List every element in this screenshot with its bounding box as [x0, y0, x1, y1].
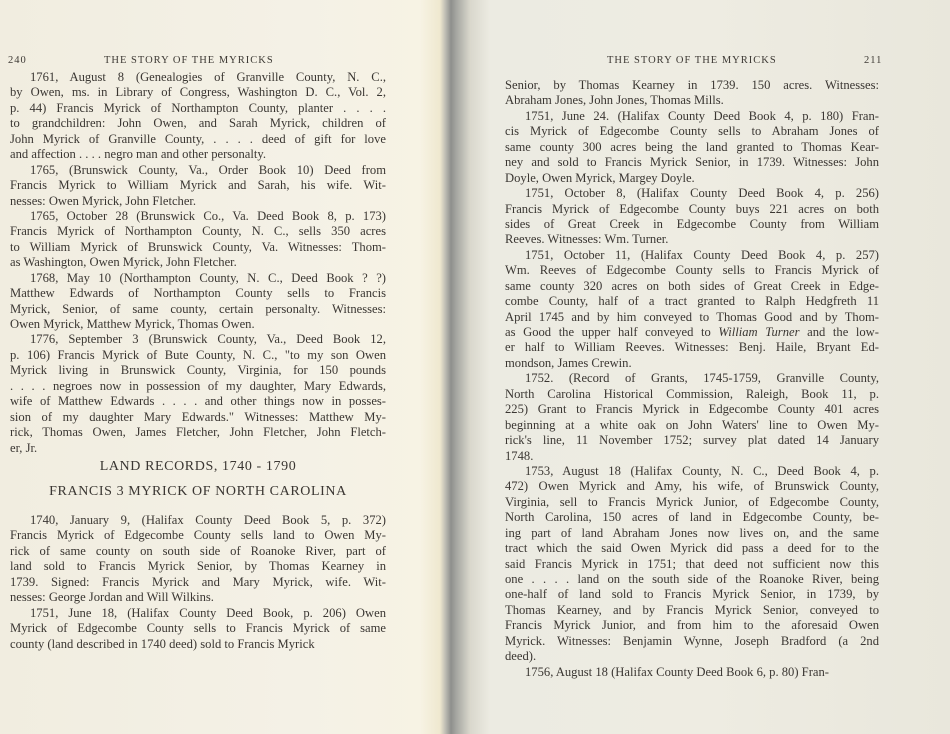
- paragraph: [505, 371, 879, 464]
- text-line: 1740, January 9, (Halifax County Deed Book 5, p. 372): [30, 513, 386, 527]
- text-line: same county 300 acres being the land granted to Thomas Kear-: [505, 139, 879, 154]
- text-line: one-half of land sold to Francis Myrick Senior, in 1739, by: [505, 587, 879, 602]
- right-running-head: THE STORY OF THE MYRICKS: [607, 55, 777, 66]
- paragraph: [505, 464, 879, 665]
- text-line: Francis Myrick of Edgecombe County buys 221 acres on both: [505, 201, 879, 216]
- text-line: deed).: [505, 649, 537, 664]
- text-line: sion of my daughter Mary Edwards." Witnesses: Matthew My-: [10, 409, 386, 424]
- right-text: [505, 109, 879, 680]
- text-line: ing part of land Abraham Jones now lives on, and the same: [505, 525, 879, 540]
- right-text-continuation: [505, 78, 879, 109]
- text-line: Virginia, sell to Francis Myrick Junior, of Edgecombe County,: [505, 494, 879, 509]
- text-line: Reeves. Witnesses: Wm. Turner.: [505, 232, 669, 247]
- right-page-number: 211: [864, 55, 883, 66]
- text-line: rick of same county on south side of Roanoke River, part of: [10, 543, 386, 558]
- section-heading-line-1: LAND RECORDS, 1740 - 1790: [99, 459, 297, 474]
- paragraph: [10, 332, 386, 456]
- text-line: said Francis Myrick in 1751; that deed not sufficient now this: [505, 556, 879, 571]
- text-line: Francis Myrick Junior, and from him to the aforesaid Owen: [505, 618, 879, 633]
- text-line: combe County, half of a tract granted to Ralph Hedgfreth 11: [505, 294, 879, 309]
- text-line: mondson, James Crewin.: [505, 355, 632, 370]
- text-line: Matthew Edwards of Northampton County sells to Francis: [10, 286, 386, 301]
- text-line: cis Myrick of Edgecombe County sells to Abraham Jones of: [505, 124, 879, 139]
- text-line: beginning at a white oak on John Waters' line to Owen My-: [505, 417, 879, 432]
- text-line: er, Jr.: [10, 440, 38, 455]
- left-text-bottom: [10, 513, 386, 652]
- text-line: rick, Thomas Owen, James Fletcher, John Fletcher, John Fletch-: [10, 425, 386, 440]
- text-line: Francis Myrick of Northampton County, N. C., sells 350 acres: [10, 224, 386, 239]
- text-line: April 1745 and by him conveyed to Thomas Good and by Thom-: [505, 309, 879, 324]
- section-heading-line-2: FRANCIS 3 MYRICK OF NORTH CAROLINA: [49, 484, 347, 499]
- text-line: Myrick, Senior, of same county, certain personalty. Witnesses:: [10, 301, 386, 316]
- text-line: same county 320 acres on both sides of Great Creek in Edge-: [505, 278, 879, 293]
- text-line: Wm. Reeves of Edgecombe County sells to Francis Myrick of: [505, 263, 879, 278]
- text-line: 1752. (Record of Grants, 1745-1759, Granville County,: [525, 371, 879, 386]
- text-line: nesses: Owen Myrick, John Fletcher.: [10, 193, 197, 208]
- paragraph: [10, 513, 386, 606]
- text-line: p. 44) Francis Myrick of Northampton County, planter . . . .: [10, 100, 386, 115]
- text-line: 1768, May 10 (Northampton County, N. C., Deed Book ? ?): [30, 270, 386, 285]
- text-line: 1751, June 18, (Halifax County Deed Book, p. 206) Owen: [30, 605, 386, 620]
- text-line: North Carolina, 150 acres of land in Edgecombe County, be-: [505, 510, 879, 525]
- text-line: Owen Myrick, Matthew Myrick, Thomas Owen.: [10, 317, 255, 331]
- text-line: and affection . . . . negro man and other personalty.: [10, 147, 266, 162]
- text-line: North Carolina Historical Commission, Raleigh, Book 11, p.: [505, 386, 879, 401]
- paragraph: [505, 248, 879, 372]
- text-line: 225) Grant to Francis Myrick in Edgecombe County 401 acres: [505, 402, 879, 417]
- text-line: 1751, October 11, (Halifax County Deed Book 4, p. 257): [525, 247, 879, 262]
- paragraph: [505, 109, 879, 186]
- left-page-number: 240: [8, 55, 27, 66]
- paragraph: [10, 606, 386, 652]
- text-line: land sold to Francis Myrick Senior, by Thomas Kearney in: [10, 559, 386, 574]
- text-line: rick's line, 11 November 1752; survey plat dated 14 January: [505, 433, 879, 448]
- text-line: 1765, October 28 (Brunswick Co., Va. Deed Book 8, p. 173): [30, 208, 386, 223]
- text-line: John Myrick of Granville County, . . . . deed of gift for love: [10, 131, 386, 146]
- italic-name: William Turner: [718, 325, 800, 340]
- text-line: 1748.: [505, 448, 534, 463]
- text-line: one . . . . land on the south side of the Roanoke River, being: [505, 572, 879, 587]
- text-line: p. 106) Francis Myrick of Bute County, N. C., "to my son Owen: [10, 347, 386, 362]
- text-line: 1739. Signed: Francis Myrick and Mary Myrick, wife. Wit-: [10, 574, 386, 589]
- text-line: by Owen, ms. in Library of Congress, Washington D. C., Vol. 2,: [10, 85, 386, 100]
- text-line: 1751, June 24. (Halifax County Deed Book 4, p. 180) Fran-: [525, 108, 879, 123]
- text-line: as Good the upper half conveyed to William Turner and the low-: [505, 325, 879, 340]
- text-line: Myrick of Edgecombe County sells to Francis Myrick of same: [10, 621, 386, 636]
- text-line: Doyle, Owen Myrick, Margey Doyle.: [505, 170, 695, 185]
- text-line: 472) Owen Myrick and Amy, his wife, of Brunswick County,: [505, 479, 879, 494]
- text-line: sides of Great Creek in Edgecombe County from William: [505, 216, 879, 231]
- text-line: wife of Matthew Edwards . . . . and other things now in posses-: [10, 394, 386, 409]
- paragraph: [10, 209, 386, 271]
- paragraph: [505, 186, 879, 248]
- text-line: Senior, by Thomas Kearney in 1739. 150 acres. Witnesses:: [505, 78, 879, 92]
- paragraph: [10, 163, 386, 209]
- text-line: Myrick. Witnesses: Benjamin Wynne, Joseph Bradford (a 2nd: [505, 633, 879, 648]
- text-line: 1753, August 18 (Halifax County, N. C., Deed Book 4, p.: [525, 463, 879, 478]
- paragraph: [505, 78, 879, 109]
- text-line: Francis Myrick to William Myrick and Sarah, his wife. Wit-: [10, 178, 386, 193]
- text-line: to grandchildren: John Owen, and Sarah Myrick, children of: [10, 116, 386, 131]
- paragraph: [10, 70, 386, 163]
- text-line: Abraham Jones, John Jones, Thomas Mills.: [505, 93, 724, 108]
- text-line: . . . . negroes now in possession of my daughter, Mary Edwards,: [10, 378, 386, 393]
- text-line: 1756, August 18 (Halifax County Deed Book 6, p. 80) Fran-: [525, 664, 829, 679]
- text-line: Francis Myrick of Edgecombe County sells land to Owen My-: [10, 528, 386, 543]
- text-line: ney and sold to Francis Myrick Senior, in 1739. Witnesses: John: [505, 155, 879, 170]
- text-line: 1776, September 3 (Brunswick County, Va., Deed Book 12,: [30, 332, 386, 347]
- text-line: to William Myrick of Brunswick County, Va. Witnesses: Thom-: [10, 239, 386, 254]
- paragraph: [10, 271, 386, 333]
- left-text-top: [10, 70, 386, 456]
- text-line: 1751, October 8, (Halifax County Deed Book 4, p. 256): [525, 186, 879, 201]
- text-line: 1765, (Brunswick County, Va., Order Book 10) Deed from: [30, 162, 386, 177]
- text-line: nesses: George Jordan and Will Wilkins.: [10, 590, 214, 605]
- left-running-head: THE STORY OF THE MYRICKS: [104, 55, 274, 66]
- text-line: county (land described in 1740 deed) sold to Francis Myrick: [10, 636, 315, 651]
- text-line: tract which the said Owen Myrick did pass a deed for to the: [505, 541, 879, 556]
- text-line: er half to William Reeves. Witnesses: Benj. Haile, Bryant Ed-: [505, 340, 879, 355]
- text-line: Myrick living in Brunswick County, Virginia, for 150 pounds: [10, 363, 386, 378]
- text-line: as Washington, Owen Myrick, John Fletcher.: [10, 255, 237, 270]
- text-line: Thomas Kearney, and by Francis Myrick Senior, conveyed to: [505, 602, 879, 617]
- paragraph: [505, 665, 879, 680]
- text-line: 1761, August 8 (Genealogies of Granville County, N. C.,: [30, 70, 386, 84]
